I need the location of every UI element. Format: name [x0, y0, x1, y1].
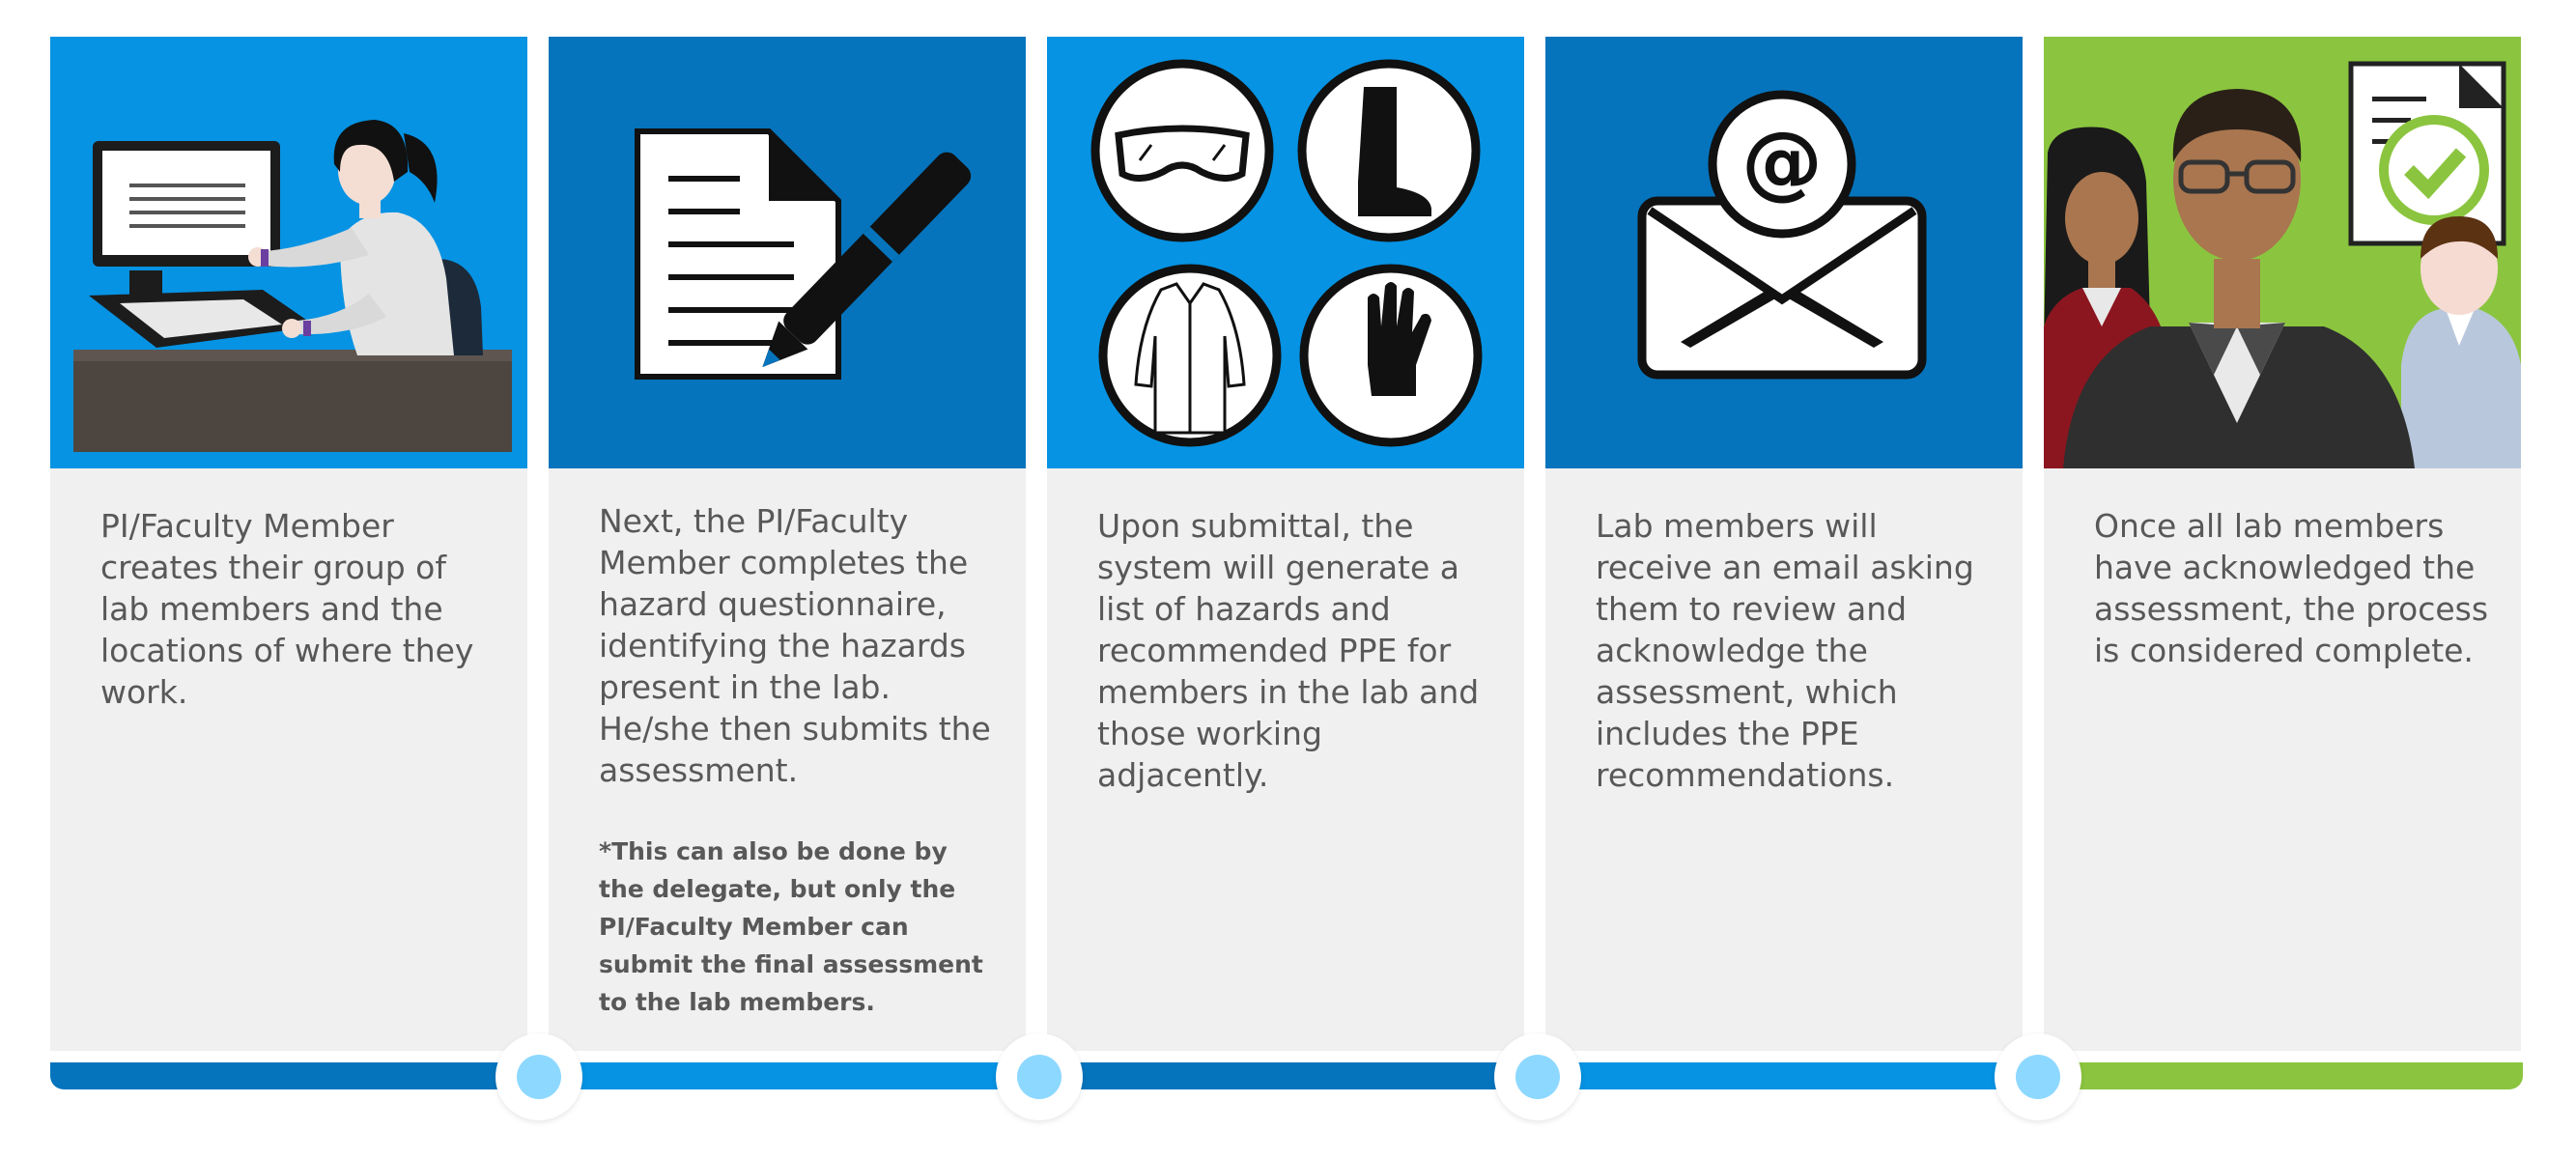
step-2-footnote: *This can also be done by the delegate, but only the PI/Faculty Member can submit the final assessment to the lab members. — [599, 837, 983, 1016]
timeline-segment-2 — [539, 1062, 1039, 1089]
safety-goggles-icon — [1095, 64, 1269, 238]
timeline-segment-5 — [2038, 1062, 2523, 1089]
timeline-segment-1 — [50, 1062, 539, 1089]
step-5-description: Once all lab members have acknowledged the assessment, the process is considered complete. — [2094, 507, 2489, 669]
step-1-description: PI/Faculty Member creates their group of lab members and the locations of where they work. — [100, 507, 474, 711]
lab-coat-icon — [1103, 269, 1277, 442]
step-card-4 — [1545, 37, 2023, 1051]
timeline-node-3 — [1494, 1033, 1581, 1120]
svg-text:@: @ — [1741, 114, 1823, 209]
timeline-segment-3 — [1039, 1062, 1538, 1089]
ppe-icons — [1047, 37, 1524, 468]
timeline-node-1 — [495, 1033, 582, 1120]
email-envelope-icon — [1545, 37, 2023, 468]
rubber-boot-icon — [1302, 64, 1476, 238]
glove-icon — [1304, 269, 1478, 442]
timeline-segment-4 — [1538, 1062, 2038, 1089]
timeline-node-2 — [996, 1033, 1083, 1120]
step-2-description: Next, the PI/Faculty Member completes the hazard questionnaire, identifying the hazards present in the lab. He/she then submits the assessment. — [599, 502, 991, 789]
step-card-1 — [50, 37, 527, 1051]
lab-team-approved-icon — [2044, 37, 2521, 468]
step-card-3 — [1047, 37, 1524, 1051]
step-card-5 — [2044, 37, 2521, 1051]
step-card-2 — [549, 37, 1026, 1051]
step-4-description: Lab members will receive an email asking them to review and acknowledge the assessment, which includes the PPE recommendations. — [1596, 507, 1974, 794]
document-and-pen-icon — [549, 37, 1026, 468]
timeline-node-4 — [1995, 1033, 2081, 1120]
researcher-at-computer-icon — [50, 37, 527, 468]
step-3-description: Upon submittal, the system will generate a list of hazards and recommended PPE for members in the lab and those working adjacently. — [1097, 507, 1480, 794]
